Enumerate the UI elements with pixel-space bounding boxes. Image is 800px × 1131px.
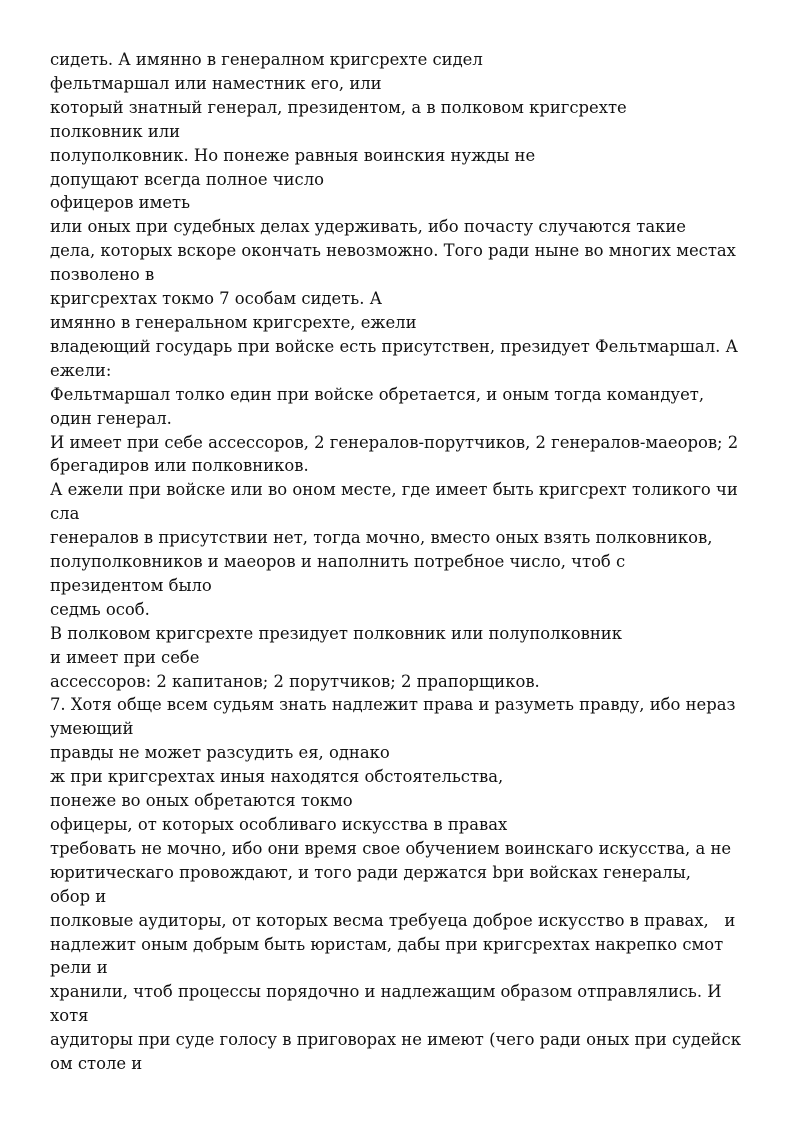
text-line: один генерал.	[50, 408, 172, 428]
text-line: ежели:	[50, 360, 112, 380]
text-line: офицеры, от которых особливаго искусства в правах	[50, 815, 508, 834]
text-line: хранили, чтоб процессы порядочно и надлежащим образом отправлялись. И	[50, 982, 722, 1002]
text-line: сла	[50, 504, 80, 524]
document-page	[50, 48, 762, 1076]
text-line: генералов в присутствии нет, тогда мочно, вместо оных взять полковников,	[50, 528, 713, 548]
text-line: офицеров иметь	[50, 193, 191, 213]
text-line: ж при кригсрехтах иныя находятся обстоятельства,	[50, 767, 504, 787]
text-line: обор и	[50, 886, 107, 906]
text-line: дела, которых вскоре окончать невозможно. Того ради ныне во многих местах	[50, 241, 736, 261]
text-line: фельтмаршал или наместник его, или	[50, 73, 382, 93]
text-line: А ежели при войске или во оном месте, где имеет быть кригсрехт толикого чи	[50, 480, 738, 500]
text-line: надлежит оным добрым быть юристам, дабы при кригсрехтах накрепко смот	[50, 934, 724, 954]
text-line: ом столе и	[50, 1054, 143, 1074]
text-line: ассессоров: 2 капитанов; 2 порутчиков; 2 прапорщиков.	[50, 671, 540, 691]
text-line: полуполковник. Но понеже равныя воинския нужды не	[50, 145, 536, 165]
text-line: позволено в	[50, 265, 155, 285]
text-line: И имеет при себе ассессоров, 2 генералов-порутчиков, 2 генералов-маеоров; 2	[50, 432, 739, 452]
text-line: понеже во оных обретаются токмо	[50, 791, 353, 811]
text-line: сидеть. А имянно в генералном кригсрехте сидел	[50, 50, 483, 69]
text-line: кригсрехтах токмо 7 особам сидеть. А	[50, 289, 383, 309]
text-line: хотя	[50, 1006, 89, 1026]
text-line: Фельтмаршал толко един при войске обретается, и оным тогда командует,	[50, 384, 705, 404]
text-line: умеющий	[50, 719, 134, 739]
text-line: 7. Хотя обще всем судьям знать надлежит права и разуметь правду, ибо нераз	[50, 695, 736, 715]
text-line: В полковом кригсрехте президует полковник или полуполковник	[50, 623, 622, 643]
text-line: который знатный генерал, президентом, а в полковом кригсрехте	[50, 97, 627, 117]
text-line: допущают всегда полное число	[50, 169, 324, 189]
text-line: требовать не мочно, ибо они время свое обучением воинскаго искусства, а не	[50, 838, 732, 858]
text-line: имянно в генеральном кригсрехте, ежели	[50, 312, 417, 332]
text-line: полковник или	[50, 121, 181, 141]
text-line: полковые аудиторы, от которых весма требуеца доброе искусство в правах, и	[50, 910, 736, 930]
text-line: рели и	[50, 958, 108, 978]
text-line: правды не может разсудить ея, однако	[50, 743, 390, 763]
text-line: владеющий государь при войске есть присутствен, президует Фельтмаршал. А	[50, 336, 738, 356]
text-line: аудиторы при суде голосу в приговорах не имеют (чего ради оных при судейск	[50, 1030, 741, 1050]
text-line: седмь особ.	[50, 599, 150, 619]
text-line: и имеет при себе	[50, 647, 200, 667]
text-line: президентом было	[50, 575, 212, 595]
text-line: полуполковников и маеоров и наполнить потребное число, чтоб с	[50, 552, 626, 572]
text-line: юритическаго провождают, и того ради держатся bри войсках генералы,	[50, 862, 691, 882]
text-line: или оных при судебных делах удерживать, ибо почасту случаются такие	[50, 217, 686, 237]
text-line: брегадиров или полковников.	[50, 456, 309, 476]
